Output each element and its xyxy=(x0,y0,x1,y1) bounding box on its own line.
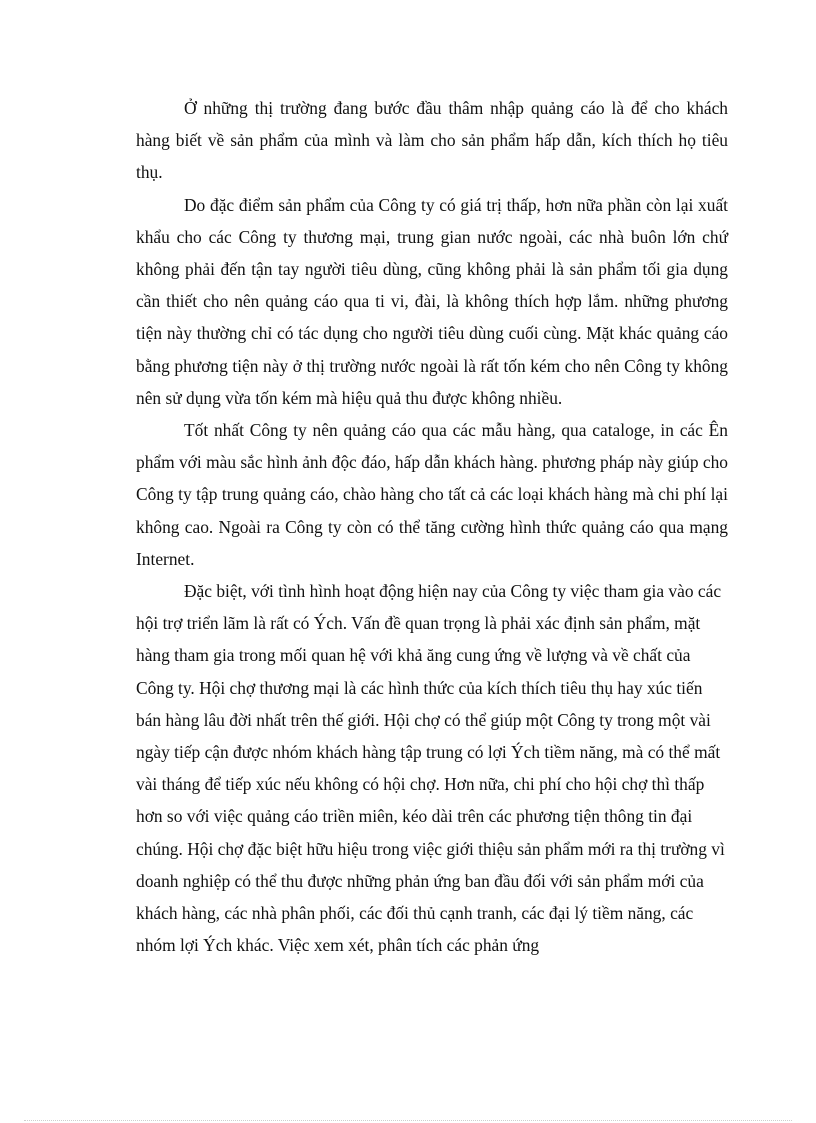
paragraph-1: Ở những thị trường đang bước đầu thâm nhập quảng cáo là để cho khách hàng biết về sản phẩm của mình và làm cho sản phẩm hấp dẫn, kích thích họ tiêu thụ. xyxy=(136,98,728,183)
page-bottom-divider xyxy=(24,1120,792,1121)
paragraph-2: Do đặc điểm sản phẩm của Công ty có giá trị thấp, hơn nữa phần còn lại xuất khẩu cho các Công ty thương mại, trung gian nước ngoài, các nhà buôn lớn chứ không phải đến tận tay người tiêu dùng, cũng không phải là sản phẩm tối gia dụng cần thiết cho nên quảng cáo qua ti vi, đài, là không thích hợp lắm. những phương tiện này thường chỉ có tác dụng cho người tiêu dùng cuối cùng. Mặt khác quảng cáo bằng phương tiện này ở thị trường nước ngoài là rất tốn kém cho nên Công ty không nên sử dụng vừa tốn kém mà hiệu quả thu được không nhiều. xyxy=(136,194,728,408)
paragraph-4: Đặc biệt, với tình hình hoạt động hiện nay của Công ty việc tham gia vào các hội trợ triển lãm là rất có Ých. Vấn đề quan trọng là phải xác định sản phẩm, mặt hàng tham gia trong mối quan hệ với khả ăng cung ứng về lượng và về chất của Công ty. Hội chợ thương mại là các hình thức của kích thích tiêu thụ hay xúc tiến bán hàng lâu đời nhất trên thế giới. Hội chợ có thể giúp một Công ty trong một vài ngày tiếp cận được nhóm khách hàng tập trung có lợi Ých tiềm năng, mà có thể mất vài tháng để tiếp xúc nếu không có hội chợ. Hơn nữa, chi phí cho hội chợ thì thấp hơn so với việc quảng cáo triền miên, kéo dài trên các phương tiện thông tin đại chúng. Hội chợ đặc biệt hữu hiệu trong việc giới thiệu sản phẩm mới ra thị trường vì doanh nghiệp có thể thu được những phản ứng ban đầu đối với sản phẩm mới của khách hàng, các nhà phân phối, các đối thủ cạnh tranh, các đại lý tiềm năng, các nhóm lợi Ých khác. Việc xem xét, phân tích các phản ứng xyxy=(136,581,725,956)
paragraph-3: Tốt nhất Công ty nên quảng cáo qua các mẫu hàng, qua cataloge, in các Ên phẩm với màu sắc hình ảnh độc đáo, hấp dẫn khách hàng. phương pháp này giúp cho Công ty tập trung quảng cáo, chào hàng cho tất cả các loại khách hàng mà chi phí lại không cao. Ngoài ra Công ty còn có thể tăng cường hình thức quảng cáo qua mạng Internet. xyxy=(136,420,728,569)
body-text xyxy=(136,92,728,961)
